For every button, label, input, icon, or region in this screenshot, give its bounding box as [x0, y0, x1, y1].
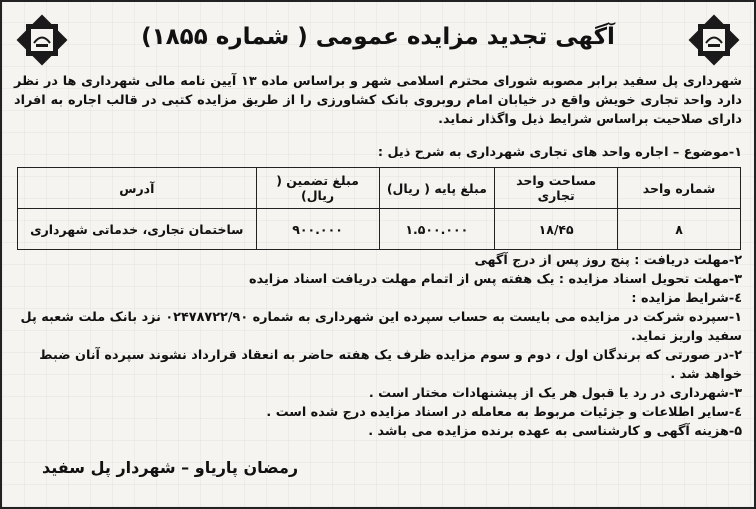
column-header: مبلغ پایه ( ریال) [379, 168, 495, 209]
table-cell: ۸ [618, 209, 741, 250]
table-cell: ۱.۵۰۰.۰۰۰ [379, 209, 495, 250]
list-item: ۳-شهرداری در رد یا قبول هر یک از پیشنهادات مختار است . [368, 386, 742, 401]
municipality-emblem-icon [12, 10, 72, 70]
table-row [18, 209, 741, 250]
column-header: مساحت واحد تجاری [495, 168, 618, 209]
list-item: ٤-سایر اطلاعات و جزئیات مربوط به معامله در اسناد مزایده درج شده است . [266, 405, 742, 420]
list-item: ۳-مهلت تحویل اسناد مزایده : یک هفته پس از اتمام مهلت دریافت اسناد مزایده [249, 272, 742, 287]
signature: رمضان پاریاو – شهردار پل سفید [42, 458, 299, 477]
table-cell: ساختمان تجاری، خدماتی شهرداری [18, 209, 257, 250]
subject-line: ۱-موضوع – اجاره واحد های تجاری شهرداری به شرح ذیل : [377, 145, 742, 160]
column-header: مبلغ تضمین ( ریال) [256, 168, 379, 209]
column-header: آدرس [18, 168, 257, 209]
clauses-list [14, 251, 742, 441]
table-cell: ۹۰۰.۰۰۰ [256, 209, 379, 250]
table-header-row [18, 168, 741, 209]
list-item: ۲-مهلت دریافت : پنج روز پس از درج آگهی [474, 253, 742, 268]
list-item: ۱-سپرده شرکت در مزایده می بایست به حساب سپرده این شهرداری به شماره ۰۲۴۷۸۷۲۲/۹۰ نزد بانک ملت شعبه پل سفید واریز نماید. [20, 310, 742, 344]
municipality-emblem-icon [684, 10, 744, 70]
notice-title: آگهی تجدید مزایده عمومی ( شماره ۱۸۵۵) [141, 24, 615, 50]
list-item: ۲-در صورتی که برندگان اول ، دوم و سوم مزایده ظرف یک هفته حاضر به انعقاد قرارداد نشوند سپرده آنان ضبط خواهد شد . [39, 348, 742, 382]
intro-paragraph: شهرداری پل سفید برابر مصوبه شورای محترم اسلامی شهر و براساس ماده ۱۳ آیین نامه مالی شهرداری ها در نظر دارد واحد تجاری خویش واقع در خیابان امام روبروی بانک کشاورزی را از طریق مزایده کتبی در قالب اجاره به افراد دارای صلاحیت براساس شرایط ذیل واگذار نماید. [14, 74, 742, 127]
list-item: ۵-هزینه آگهی و کارشناسی به عهده برنده مزایده می باشد . [368, 424, 742, 439]
column-header: شماره واحد [618, 168, 741, 209]
list-item: ٤-شرایط مزایده : [631, 291, 742, 306]
units-table [17, 167, 741, 250]
table-cell: ۱۸/۴۵ [495, 209, 618, 250]
